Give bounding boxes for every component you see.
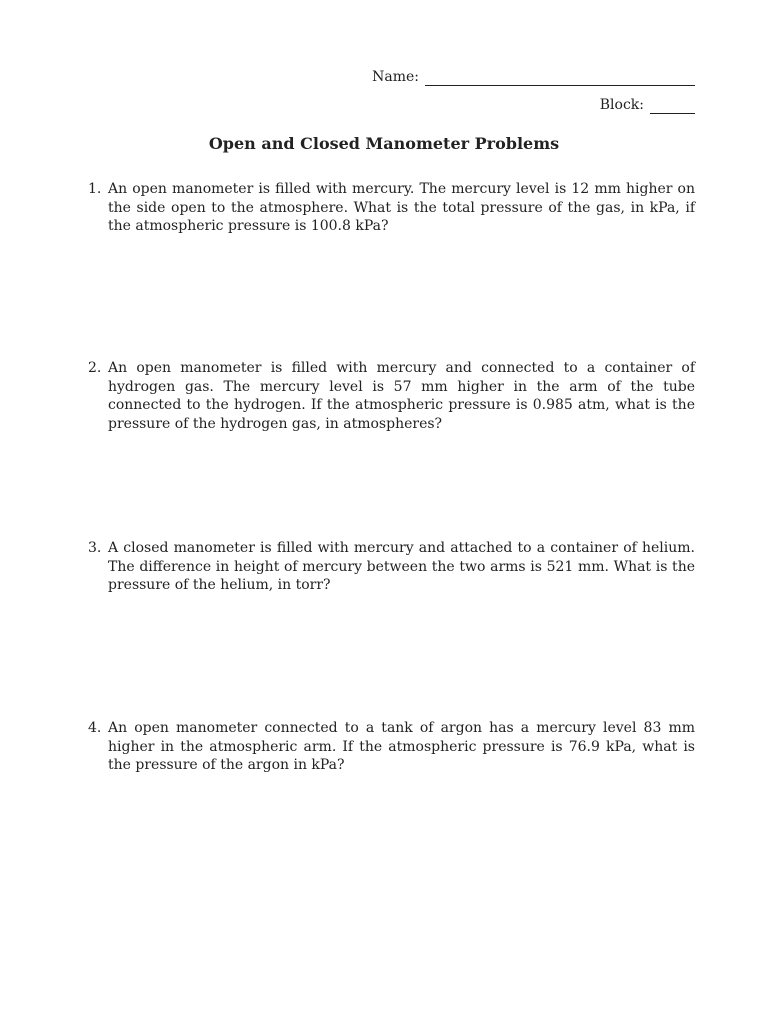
problem-text: An open manometer connected to a tank of argon has a mercury level 83 mm higher in the atmospheric arm. If the atmospheric pressure is 76.9 kPa, what is the pressure of the argon in kPa?: [108, 720, 695, 773]
problem-number: 3.: [88, 540, 102, 556]
problem-number: 1.: [88, 181, 102, 197]
problem-item: [88, 180, 695, 236]
name-field: [372, 68, 695, 86]
problem-text: An open manometer is filled with mercury and connected to a container of hydrogen gas. The mercury level is 57 mm higher in the arm of the tube connected to the hydrogen. If the atmospheric pressure is 0.985 atm, what is the pressure of the hydrogen gas, in atmospheres?: [108, 360, 695, 432]
problem-number: 2.: [88, 360, 102, 376]
problem-number: 4.: [88, 720, 102, 736]
page-title: Open and Closed Manometer Problems: [208, 134, 560, 153]
problem-item: [88, 719, 695, 775]
problem-item: [88, 359, 695, 433]
problem-item: [88, 539, 695, 595]
block-label: Block:: [599, 97, 644, 113]
problem-text: An open manometer is filled with mercury. The mercury level is 12 mm higher on the side open to the atmosphere. What is the total pressure of the gas, in kPa, if the atmospheric pressure is 100.8 kPa?: [108, 181, 695, 234]
name-blank-line: [425, 71, 695, 86]
problem-text: A closed manometer is filled with mercury and attached to a container of helium. The difference in height of mercury between the two arms is 521 mm. What is the pressure of the helium, in torr?: [108, 540, 695, 593]
block-blank-line: [650, 99, 695, 114]
block-field: [600, 96, 695, 114]
name-label: Name:: [372, 69, 419, 85]
